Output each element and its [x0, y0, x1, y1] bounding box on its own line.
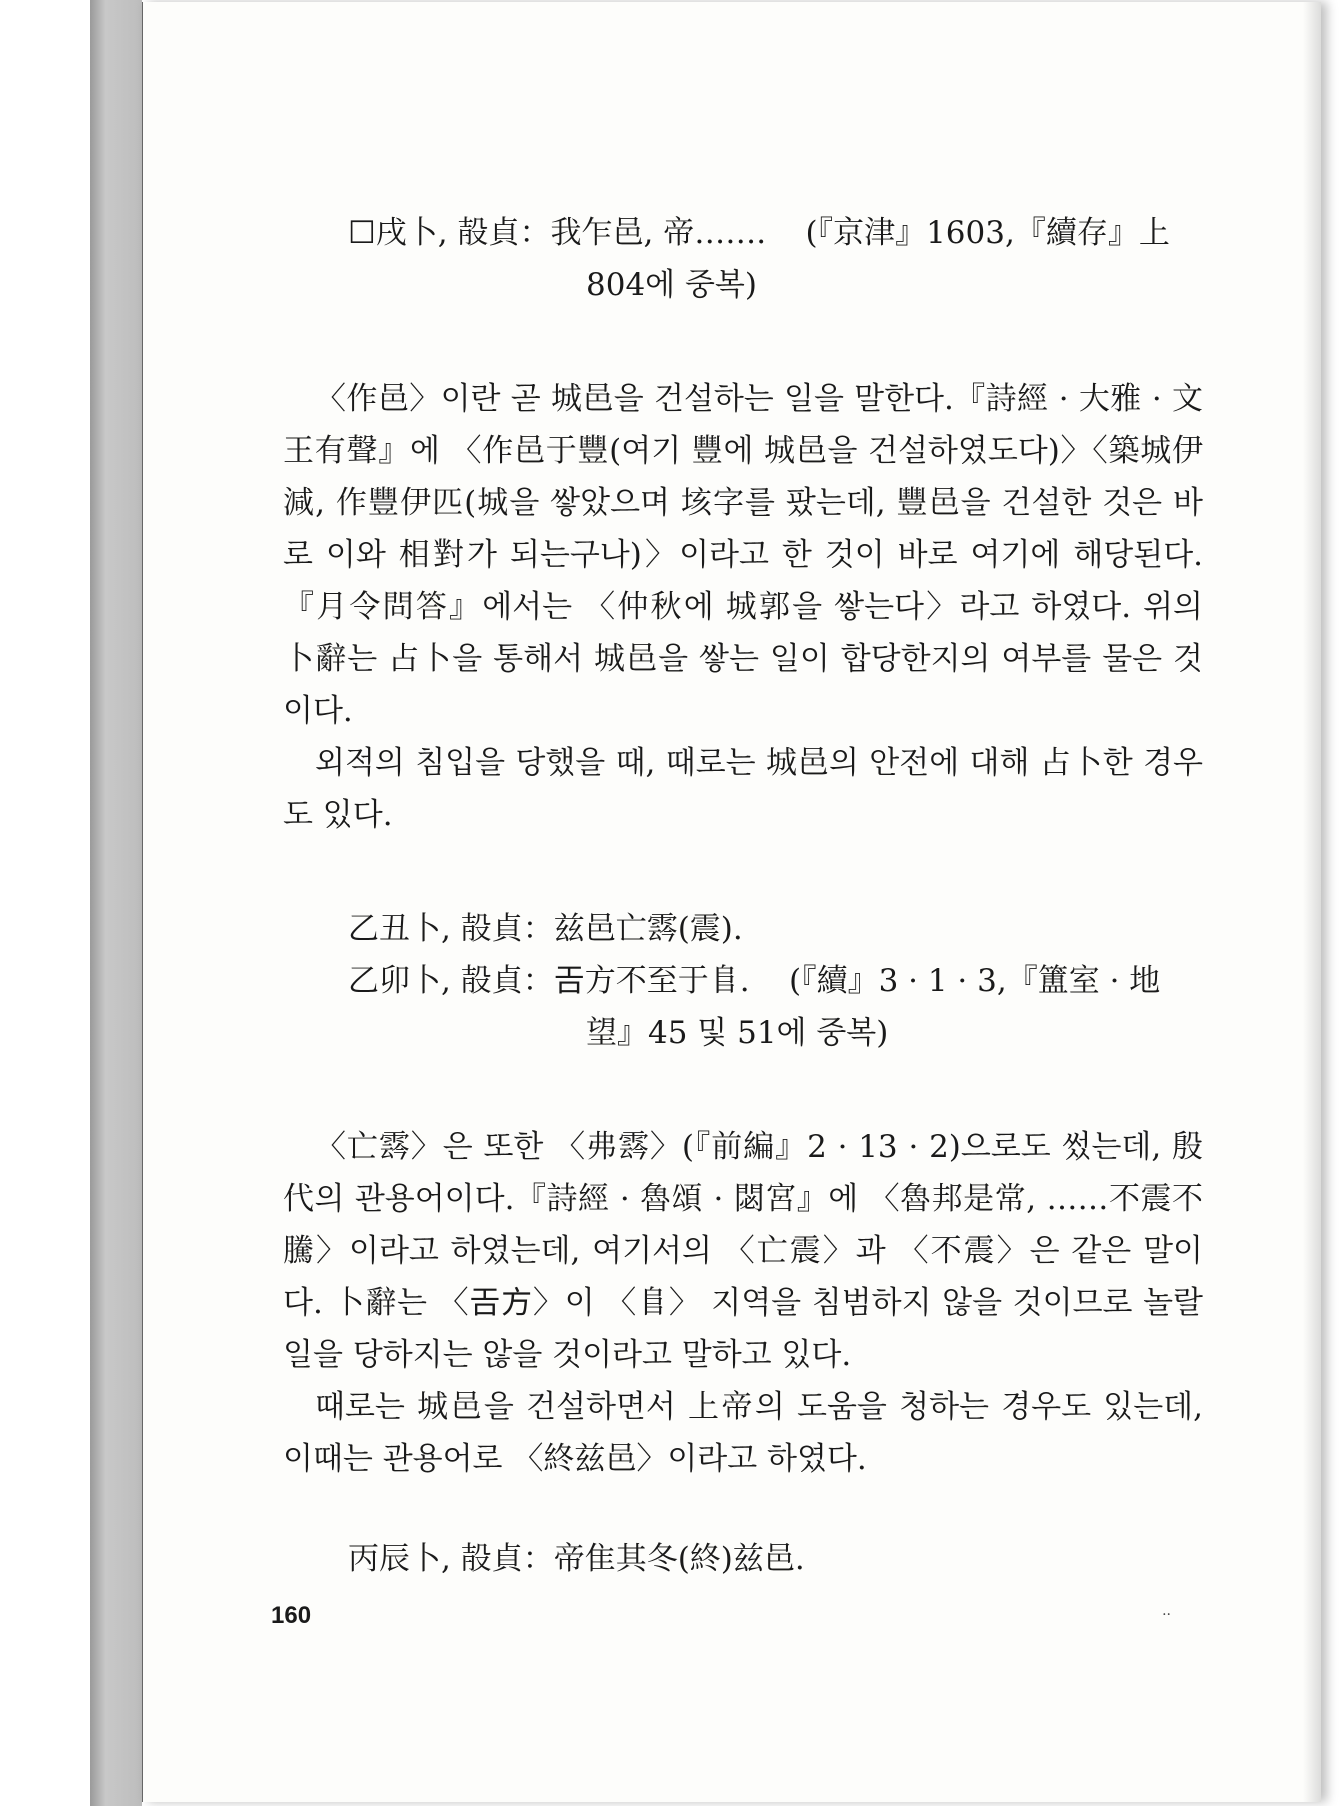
page-content	[283, 207, 1203, 1585]
quote-line: 望』45 및 51에 중복)	[586, 1015, 889, 1051]
paragraph: 외적의 침입을 당했을 때, 때로는 城邑의 안전에 대해 占卜한 경우도 있다.	[283, 745, 1203, 833]
quote-line: 乙卯卜, 㱿貞：𢀛方不至于𨸏. (『續』3 · 1 · 3,『簠室 · 地	[348, 963, 1161, 999]
corner-mark: ··	[1162, 1607, 1171, 1623]
oracle-quote-2	[283, 903, 1203, 1059]
oracle-quote-1	[283, 207, 1203, 311]
quote-line: 804에 중복)	[586, 267, 757, 303]
paragraph: 때로는 城邑을 건설하면서 上帝의 도움을 청하는 경우도 있는데, 이때는 관용어로 〈終兹邑〉이라고 하였다.	[283, 1389, 1203, 1477]
quote-line: 丙辰卜, 㱿貞：帝隹其冬(終)兹邑.	[348, 1541, 805, 1577]
paragraph: 〈亡𩃬〉은 또한 〈弗𩃬〉(『前編』2 · 13 · 2)으로도 썼는데, 殷代의 관용어이다.『詩經 · 魯頌 · 閟宮』에 〈魯邦是常, ……不震不騰〉이라고 하였는데, 여기서의 〈亡震〉과 〈不震〉은 같은 말이다. 卜辭는 〈𢀛方〉이 〈𨸏〉 지역을 침범하지 않을 것이므로 놀랄 일을 당하지는 않을 것이라고 말하고 있다.	[283, 1129, 1203, 1373]
quote-line: ☐戌卜, 㱿貞：我乍邑, 帝……. (『京津』1603,『續存』上	[348, 215, 1170, 251]
paragraph: 〈作邑〉이란 곧 城邑을 건설하는 일을 말한다.『詩經 · 大雅 · 文王有聲』에 〈作邑于豐(여기 豐에 城邑을 건설하였도다)〉〈築城伊減, 作豐伊匹(城을 쌓았으며 垓字를 팠는데, 豐邑을 건설한 것은 바로 이와 相對가 되는구나)〉이라고 한 것이 바로 여기에 해당된다.『月令問答』에서는 〈仲秋에 城郭을 쌓는다〉라고 하였다. 위의 卜辭는 占卜을 통해서 城邑을 쌓는 일이 합당한지의 여부를 물은 것이다.	[283, 381, 1203, 729]
page-edge-shadow	[1303, 2, 1321, 1802]
book-spine	[90, 0, 142, 1806]
book-page	[142, 2, 1321, 1802]
oracle-quote-3	[283, 1533, 1203, 1585]
quote-line: 乙丑卜, 㱿貞：兹邑亡𩃬(震).	[348, 911, 743, 947]
page-number: 160	[271, 1602, 312, 1629]
